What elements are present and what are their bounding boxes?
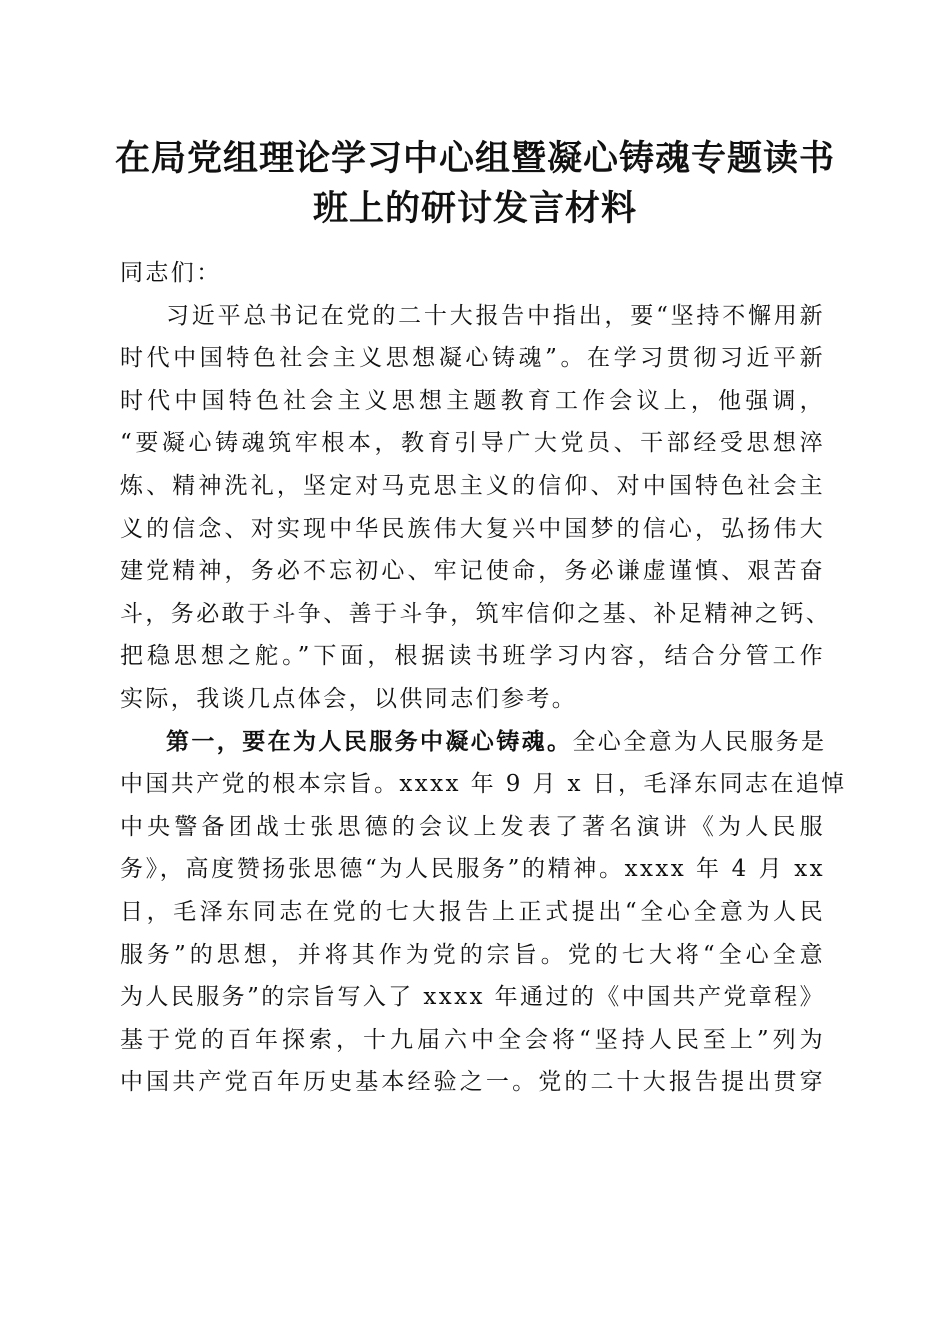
title-line-2: 班上的研讨发言材料 <box>312 188 637 229</box>
paragraph-line: 务》，高度赞扬张思德“为人民服务”的精神。xxxx 年 4 月 xx <box>120 856 825 883</box>
paragraph-line: 把稳思想之舵。”下面，根据读书班学习内容，结合分管工作 <box>120 643 825 670</box>
paragraph-line: 时代中国特色社会主义思想凝心铸魂”。在学习贯彻习近平新 <box>120 345 825 372</box>
document-body <box>120 252 847 1104</box>
paragraph-line: 义的信念、对实现中华民族伟大复兴中国梦的信心，弘扬伟大 <box>120 515 825 542</box>
section-heading-rest: 全心全意为人民服务是 <box>572 728 827 755</box>
paragraph-line: 习近平总书记在党的二十大报告中指出，要“坚持不懈用新 <box>166 302 825 329</box>
paragraph-line: 基于党的百年探索，十九届六中全会将“坚持人民至上”列为 <box>120 1026 825 1053</box>
paragraph-line: 为人民服务”的宗旨写入了 xxxx 年通过的《中国共产党章程》 <box>120 984 825 1011</box>
paragraph-line: 服务”的思想，并将其作为党的宗旨。党的七大将“全心全意 <box>120 941 825 968</box>
paragraph-line: 中国共产党的根本宗旨。xxxx 年 9 月 x 日，毛泽东同志在追悼 <box>120 771 847 798</box>
document-title <box>110 134 840 234</box>
paragraph-line: 中央警备团战士张思德的会议上发表了著名演讲《为人民服 <box>120 813 825 840</box>
section-heading: 第一，要在为人民服务中凝心铸魂。 <box>166 727 573 755</box>
paragraph-line: “要凝心铸魂筑牢根本，教育引导广大党员、干部经受思想淬 <box>120 430 825 457</box>
paragraph-line: 建党精神，务必不忘初心、牢记使命，务必谦虚谨慎、艰苦奋 <box>120 558 825 585</box>
salutation: 同志们： <box>120 260 222 286</box>
paragraph-line: 斗，务必敢于斗争、善于斗争，筑牢信仰之基、补足精神之钙、 <box>120 600 832 627</box>
paragraph-2 <box>120 721 847 1104</box>
paragraph-line: 实际，我谈几点体会，以供同志们参考。 <box>120 685 578 712</box>
paragraph-1 <box>120 295 832 721</box>
paragraph-line: 日，毛泽东同志在党的七大报告上正式提出“全心全意为人民 <box>120 898 825 925</box>
paragraph-line-first <box>120 721 825 764</box>
title-line-1: 在局党组理论学习中心组暨凝心铸魂专题读书 <box>114 138 835 179</box>
paragraph-line: 中国共产党百年历史基本经验之一。党的二十大报告提出贯穿 <box>120 1069 825 1096</box>
paragraph-line: 时代中国特色社会主义思想主题教育工作会议上，他强调， <box>120 387 825 414</box>
paragraph-line: 炼、精神洗礼，坚定对马克思主义的信仰、对中国特色社会主 <box>120 472 825 499</box>
